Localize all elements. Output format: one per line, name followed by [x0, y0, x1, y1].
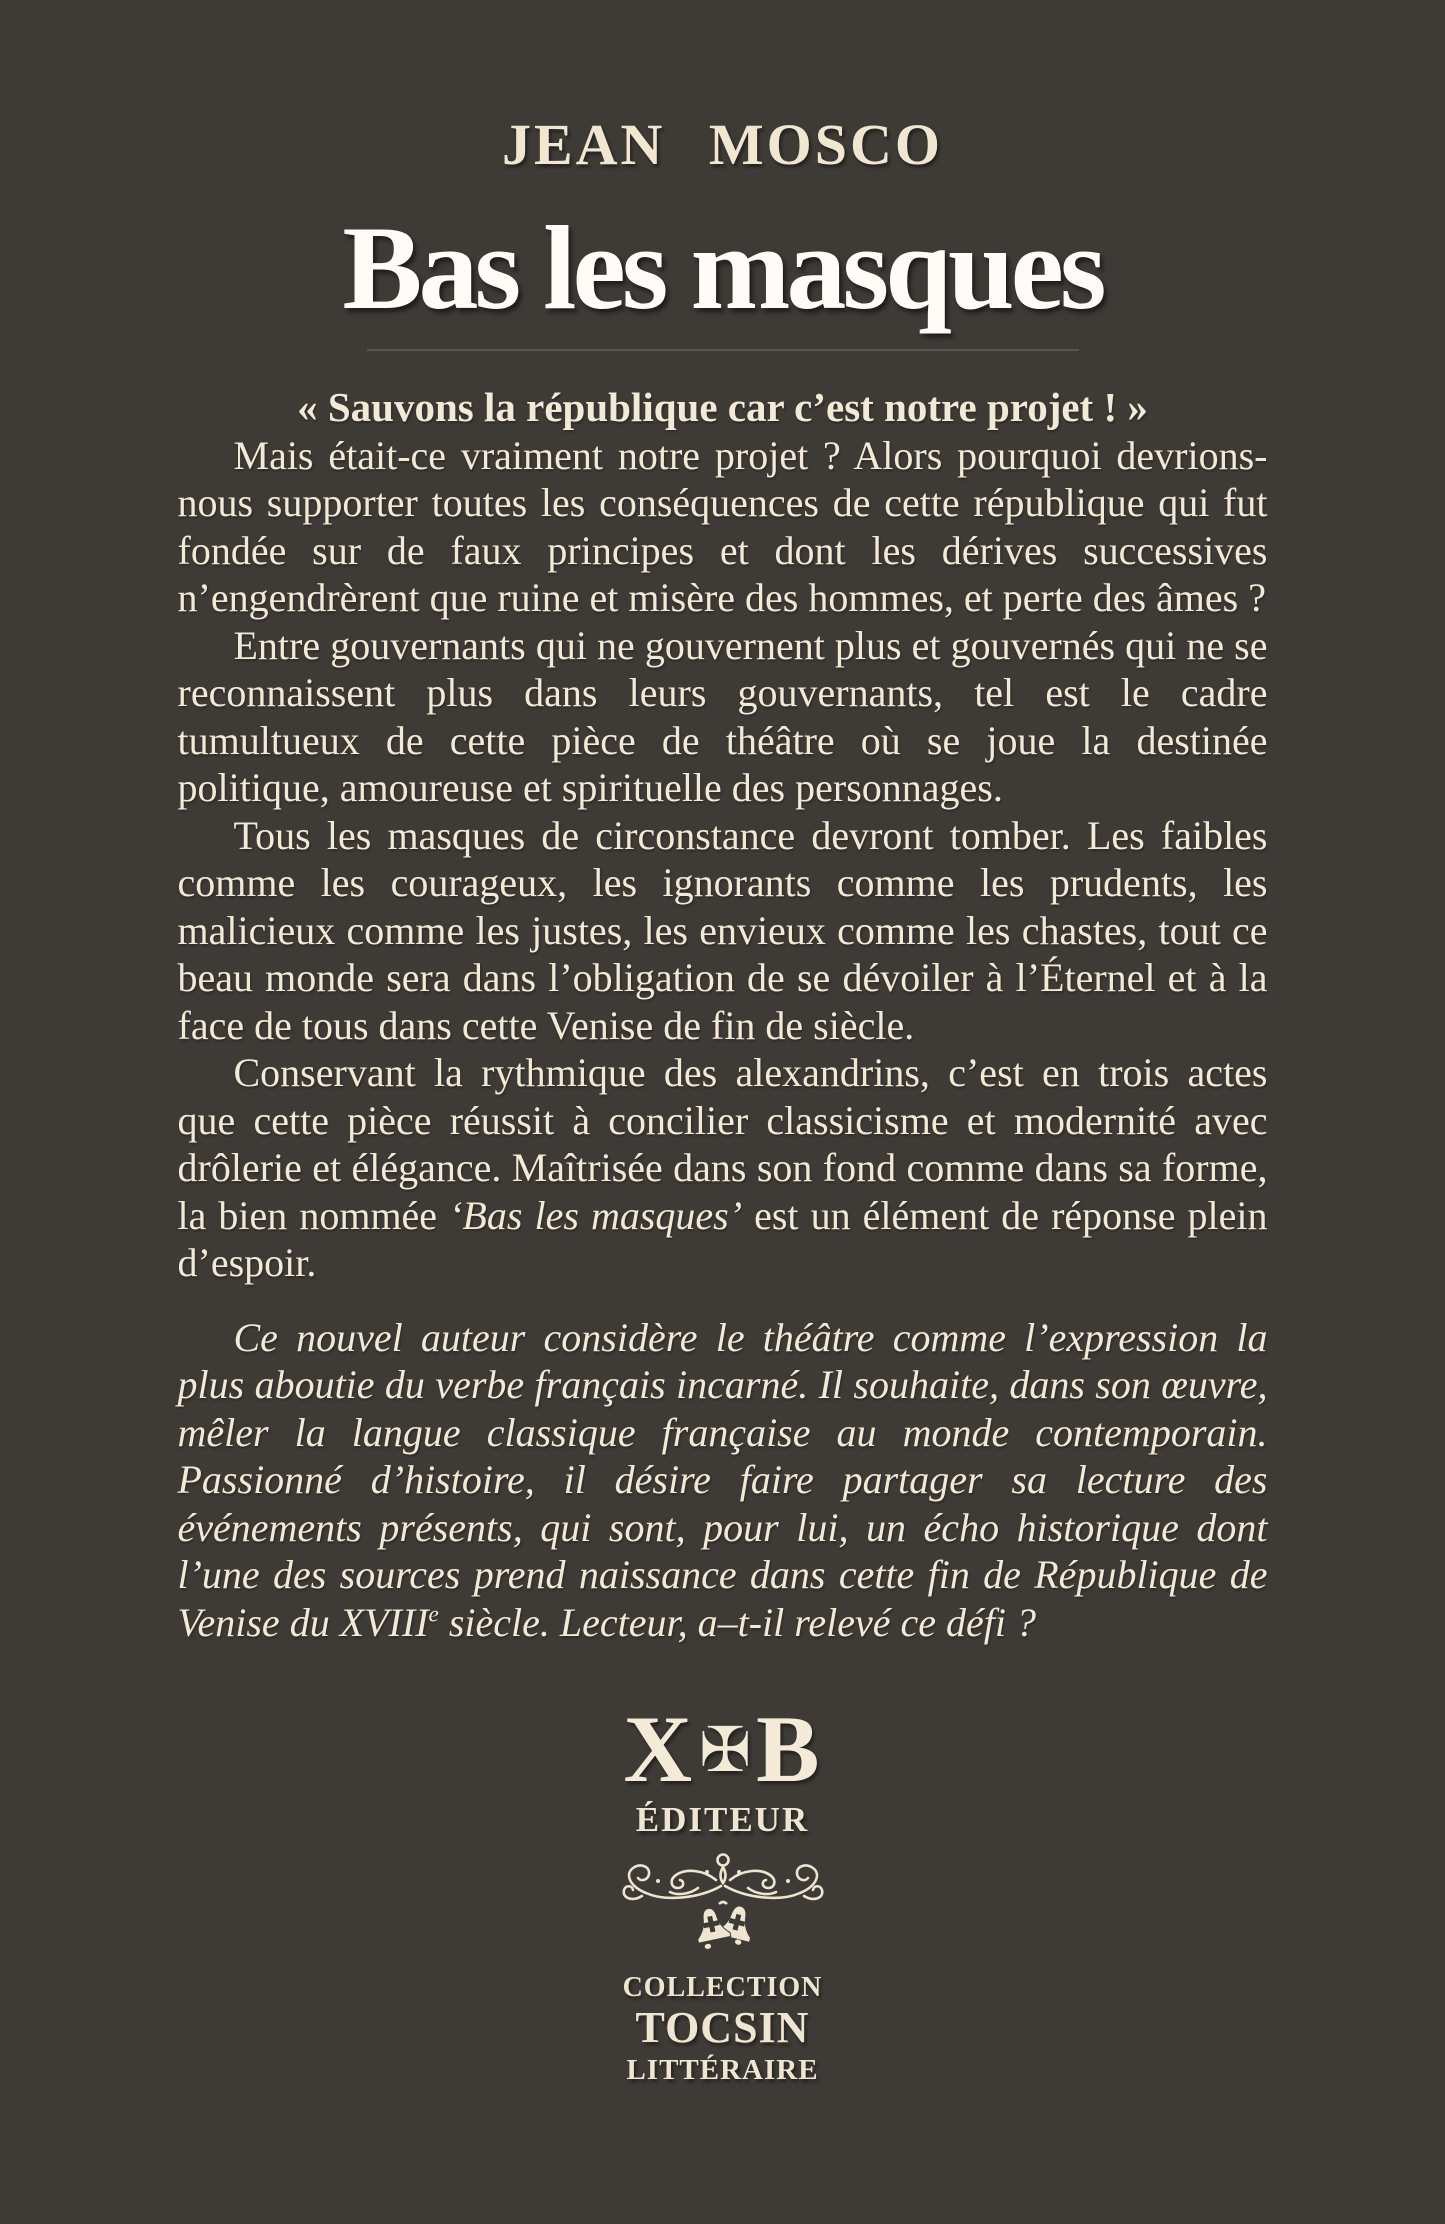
publisher-logo	[0, 1696, 1445, 1802]
flourish-ornament-icon	[0, 1850, 1445, 1906]
lead-quote: « Sauvons la république car c’est notre projet ! »	[297, 384, 1148, 430]
author-note-text-end: siècle. Lecteur, a–t-il relevé ce défi ?	[438, 1599, 1036, 1645]
title-underline	[367, 349, 1079, 351]
bells-icon	[0, 1900, 1445, 1966]
synopsis-paragraph-4	[178, 1049, 1268, 1287]
author-note-text: Ce nouvel auteur considère le théâtre comme l’expression la plus aboutie du verbe français incarné. Il souhaite, dans son œuvre, mêler la langue classique française au monde contemporain. Passionné d’histoire, il désire faire partager sa lecture des événements présents, qui sont, pour lui, un écho historique dont l’une des sources prend naissance dans cette fin de République de Venise du XVIII	[177, 1314, 1268, 1645]
publisher-block	[0, 1696, 1445, 2086]
century-superscript: e	[428, 1601, 439, 1628]
synopsis-paragraph-3: Tous les masques de circonstance devront tomber. Les faibles comme les courageux, les ignorants comme les prudents, les malicieux comme les justes, les envieux comme les chastes, tout ce beau monde sera dans l’obligation de se dévoiler à l’Éternel et à la face de tous dans cette Venise de fin de siècle.	[177, 812, 1268, 1048]
paragraph-4-text-end: est un élément de réponse plein d’espoir.	[177, 1192, 1268, 1285]
logo-letter-x: X	[623, 1696, 695, 1802]
synopsis-paragraph-2: Entre gouvernants qui ne gouvernent plus et gouvernés qui ne se reconnaissent plus dans leurs gouvernants, tel est le cadre tumultueux de cette pièce de théâtre où se joue la destinée politique, amoureuse et spirituelle des personnages.	[177, 622, 1268, 810]
logo-letter-b: B	[756, 1696, 822, 1802]
author-name: JEAN MOSCO	[501, 112, 944, 177]
publisher-editor-label: ÉDITEUR	[635, 1800, 810, 1839]
collection-name: TOCSIN	[635, 2002, 810, 2052]
cross-icon: ✠	[699, 1713, 752, 1786]
paragraph-4-text: Conservant la rythmique des alexandrins, c’est en trois actes que cette pièce réussit à concilier classicisme et modernité avec drôlerie et élégance. Maîtrisée dans son fond comme dans sa forme, la bien nommée	[177, 1050, 1268, 1238]
synopsis-block	[178, 384, 1268, 1646]
synopsis-paragraph-1: Mais était-ce vraiment notre projet ? Alors pourquoi devrions-nous supporter toutes les conséquences de cette république qui fut fondée sur de faux principes et dont les dérives successives n’engendrèrent que ruine et misère des hommes, et perte des âmes ?	[177, 432, 1268, 620]
collection-qualifier: LITTÉRAIRE	[626, 2053, 819, 2086]
inline-book-title: ‘Bas les masques’	[449, 1192, 743, 1238]
collection-label: COLLECTION	[622, 1971, 823, 2003]
author-note-paragraph	[178, 1314, 1268, 1647]
book-title: Bas les masques	[342, 201, 1103, 334]
